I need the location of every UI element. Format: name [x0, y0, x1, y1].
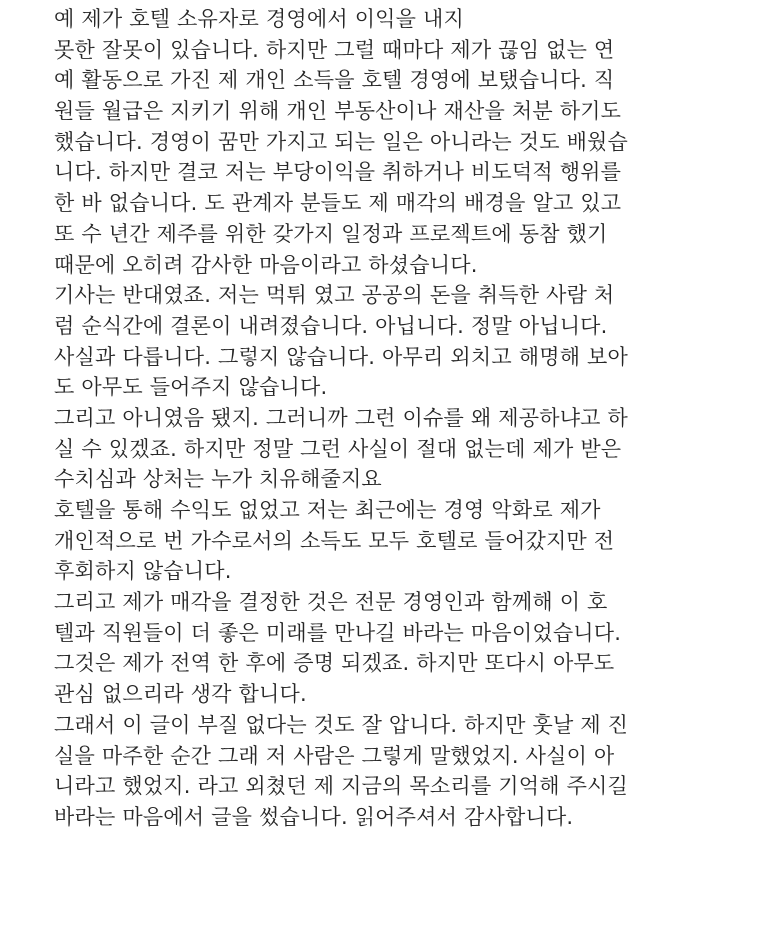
text-line: 텔과 직원들이 더 좋은 미래를 만나길 바라는 마음이었습니다.: [54, 620, 622, 645]
text-line: 실 수 있겠죠. 하지만 정말 그런 사실이 절대 없는데 제가 받은: [54, 436, 622, 461]
text-line: 예 제가 호텔 소유자로 경영에서 이익을 내지: [54, 7, 464, 31]
text-line: 그것은 제가 전역 한 후에 증명 되겠죠. 하지만 또다시 아무도: [54, 651, 615, 676]
text-line: 또 수 년간 제주를 위한 갖가지 일정과 프로젝트에 동참 했기: [54, 221, 608, 246]
text-line: 바라는 마음에서 글을 썼습니다. 읽어주셔서 감사합니다.: [54, 804, 574, 829]
text-line: 니다. 하지만 결코 저는 부당이익을 취하거나 비도덕적 행위를: [54, 160, 622, 185]
text-line: 실을 마주한 순간 그래 저 사람은 그렇게 말했었지. 사실이 아: [54, 743, 615, 768]
text-line: 기사는 반대였죠. 저는 먹튀 였고 공공의 돈을 취득한 사람 처: [54, 283, 615, 308]
text-line: 사실과 다릅니다. 그렇지 않습니다. 아무리 외치고 해명해 보아: [54, 344, 629, 369]
text-line: 그리고 아니였음 됐지. 그러니까 그런 이슈를 왜 제공하냐고 하: [54, 405, 629, 430]
text-line: 때문에 오히려 감사한 마음이라고 하셨습니다.: [54, 252, 478, 277]
text-line: 했습니다. 경영이 꿈만 가지고 되는 일은 아니라는 것도 배웠습: [54, 129, 629, 154]
text-line: 수치심과 상처는 누가 치유해줄지요: [54, 467, 382, 492]
text-line: 관심 없으리라 생각 합니다.: [54, 682, 307, 707]
text-line: 못한 잘못이 있습니다. 하지만 그럴 때마다 제가 끊임 없는 연: [54, 37, 615, 62]
text-line: 원들 월급은 지키기 위해 개인 부동산이나 재산을 처분 하기도: [54, 99, 622, 124]
text-line: 니라고 했었지. 라고 외쳤던 제 지금의 목소리를 기억해 주시길: [54, 774, 629, 799]
text-line: 예 활동으로 가진 제 개인 소득을 호텔 경영에 보탰습니다. 직: [54, 68, 615, 93]
statement-text: [54, 4, 754, 833]
text-line: 개인적으로 번 가수로서의 소득도 모두 호텔로 들어갔지만 전: [54, 528, 615, 553]
text-line: 그리고 제가 매각을 결정한 것은 전문 경영인과 함께해 이 호: [54, 590, 608, 615]
text-line: 호텔을 통해 수익도 없었고 저는 최근에는 경영 악화로 제가: [54, 498, 601, 522]
text-line: 그래서 이 글이 부질 없다는 것도 잘 압니다. 하지만 훗날 제 진: [54, 712, 629, 737]
text-line: 한 바 없습니다. 도 관계자 분들도 제 매각의 배경을 알고 있고: [54, 191, 622, 216]
text-line: 럼 순식간에 결론이 내려졌습니다. 아닙니다. 정말 아닙니다.: [54, 313, 608, 338]
text-line: 후회하지 않습니다.: [54, 559, 232, 584]
text-line: 도 아무도 들어주지 않습니다.: [54, 375, 328, 400]
